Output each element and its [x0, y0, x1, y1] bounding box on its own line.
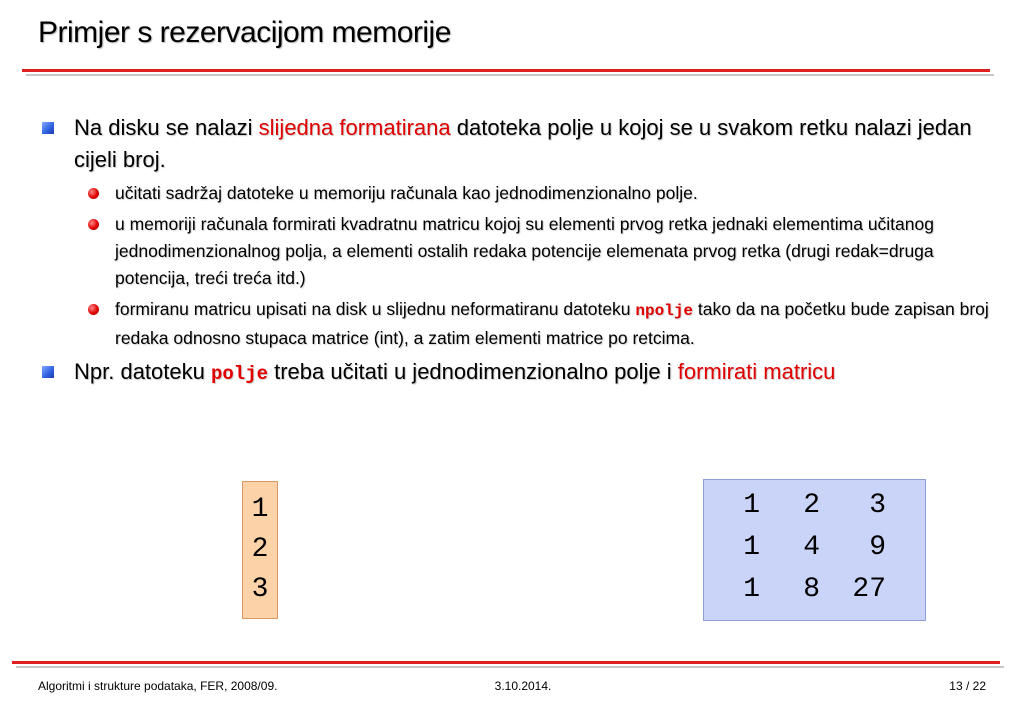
matrix-cell: 27 [852, 574, 886, 605]
vector-value: 2 [251, 534, 269, 565]
sub-bullet-1 [40, 180, 990, 207]
code-npolje: npolje [635, 302, 694, 320]
sub-bullet-3 [40, 296, 990, 352]
vector-value: 3 [251, 574, 269, 605]
round-bullet-icon [88, 304, 99, 315]
footer-divider [12, 661, 1000, 664]
matrix-cell: 2 [803, 490, 820, 521]
bullet-2-text-pre: Npr. datoteku [74, 359, 211, 384]
matrix-box [703, 479, 926, 621]
slide-content [40, 112, 990, 390]
matrix-cell: 1 [743, 490, 760, 521]
matrix-cell: 1 [743, 532, 760, 563]
bullet-2-text-mid: treba učitati u jednodimenzionalno polje i [268, 359, 678, 384]
bullet-2-highlight: formirati matricu [677, 359, 836, 384]
matrix-cell: 4 [803, 532, 820, 563]
vector-box [242, 481, 278, 619]
sub-bullet-2 [40, 211, 990, 292]
sub-bullet-3-text-post: tako da na početku bude zapisan broj redaka odnosno stupaca matrice (int), a zatim elementi matrice po retcima. [115, 299, 989, 348]
footer-divider-shadow [16, 666, 1004, 668]
sub-bullet-1-text: učitati sadržaj datoteke u memoriju računala kao jednodimenzionalno polje. [115, 183, 698, 203]
bullet-1-text-post: datoteka polje u kojoj se u svakom retku nalazi jedan cijeli broj. [74, 115, 972, 172]
footer-page-number: 13 / 22 [949, 679, 986, 693]
vector-value: 1 [251, 494, 269, 525]
slide-title: Primjer s rezervacijom memorije [38, 16, 451, 49]
bullet-1-highlight: slijedna formatirana [258, 115, 451, 140]
square-bullet-icon [42, 366, 54, 378]
bullet-1 [40, 112, 990, 176]
matrix-cell: 8 [803, 574, 820, 605]
bullet-2 [40, 356, 990, 390]
round-bullet-icon [88, 188, 99, 199]
footer-course: Algoritmi i strukture podataka, FER, 2008/09. [38, 679, 278, 693]
sub-bullet-2-text: u memoriji računala formirati kvadratnu matricu kojoj su elementi prvog retka jednaki elementima učitanog jednodimenzionalnog polja, a elementi ostalih redaka potencije elemenata prvog retka (drugi redak=druga potencija, treći treća itd.) [115, 214, 934, 288]
code-polje: polje [210, 363, 268, 385]
title-divider-shadow [26, 74, 994, 76]
matrix-cell: 3 [869, 490, 886, 521]
bullet-1-text-pre: Na disku se nalazi [74, 115, 259, 140]
square-bullet-icon [42, 122, 54, 134]
title-divider [22, 69, 990, 72]
matrix-cell: 9 [869, 532, 886, 563]
footer-date: 3.10.2014. [494, 679, 552, 693]
matrix-cell: 1 [743, 574, 760, 605]
round-bullet-icon [88, 219, 99, 230]
sub-bullet-3-text-pre: formiranu matricu upisati na disk u slijednu neformatiranu datoteku [115, 299, 636, 319]
